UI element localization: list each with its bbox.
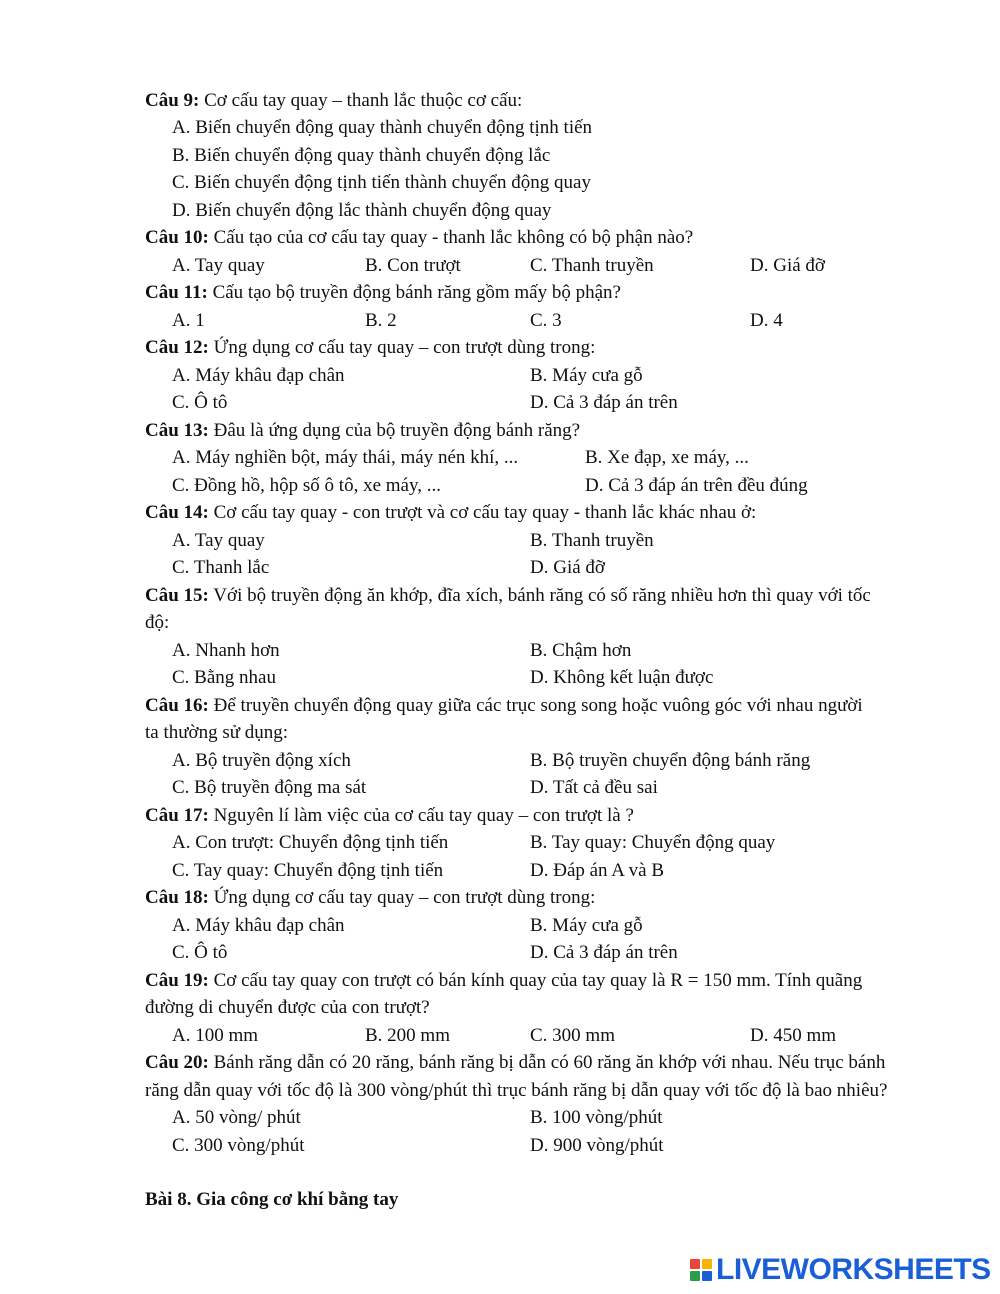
option-c: C. Ô tô [172,392,228,413]
option-a: A. Con trượt: Chuyển động tịnh tiến [172,832,449,853]
option-c: C. Bộ truyền động ma sát [172,777,367,798]
logo-square-blue [702,1271,712,1281]
logo-mark-icon [690,1259,712,1281]
option-c: C. Thanh lắc [172,557,270,578]
question-text: Cơ cấu tay quay con trượt có bán kính quay của tay quay là R = 150 mm. Tính quãng [213,970,863,991]
question-13 [145,418,580,444]
section-heading: Bài 8. Gia công cơ khí bằng tay [145,1189,399,1210]
option-d: D. 450 mm [750,1025,837,1046]
question-text: Đâu là ứng dụng của bộ truyền động bánh răng? [213,420,581,441]
option-c: C. Ô tô [172,942,228,963]
option-a: A. Máy nghiền bột, máy thái, máy nén khí, ... [172,447,519,468]
option-d: D. Giá đỡ [530,557,605,578]
logo-square-green [690,1271,700,1281]
question-text-cont: ta thường sử dụng: [145,722,289,743]
option-a: A. Nhanh hơn [172,640,280,661]
option-a: A. Biến chuyển động quay thành chuyển động tịnh tiến [172,117,593,138]
question-15 [145,583,871,609]
option-c: C. 300 vòng/phút [172,1135,305,1156]
option-c: C. Thanh truyền [530,255,654,276]
option-d: D. Biến chuyển động lắc thành chuyển động quay [172,200,552,221]
question-10 [145,225,693,251]
question-label: Câu 10: [145,227,209,248]
question-text: Bánh răng dẫn có 20 răng, bánh răng bị dẫn có 60 răng ăn khớp với nhau. Nếu trục bánh [213,1052,886,1073]
logo-square-red [690,1259,700,1269]
option-c: C. Bằng nhau [172,667,276,688]
question-16 [145,693,863,719]
question-label: Câu 9: [145,90,200,111]
option-d: D. Giá đỡ [750,255,825,276]
question-label: Câu 16: [145,695,209,716]
option-c: C. Tay quay: Chuyển động tịnh tiến [172,860,444,881]
option-a: A. Máy khâu đạp chân [172,365,345,386]
question-9 [145,88,522,114]
question-11 [145,280,621,306]
option-b: B. 2 [365,310,397,331]
option-d: D. Cả 3 đáp án trên [530,942,678,963]
option-b: B. Biến chuyển động quay thành chuyển động lắc [172,145,551,166]
option-c: C. 300 mm [530,1025,615,1046]
question-label: Câu 19: [145,970,209,991]
question-label: Câu 15: [145,585,209,606]
question-label: Câu 18: [145,887,209,908]
option-a: A. 50 vòng/ phút [172,1107,301,1128]
question-label: Câu 20: [145,1052,209,1073]
option-c: C. 3 [530,310,562,331]
option-b: B. Tay quay: Chuyển động quay [530,832,776,853]
option-b: B. 100 vòng/phút [530,1107,663,1128]
question-text: Ứng dụng cơ cấu tay quay – con trượt dùng trong: [213,887,596,908]
question-text-cont: đường di chuyển được của con trượt? [145,997,430,1018]
question-text: Cấu tạo bộ truyền động bánh răng gồm mấy bộ phận? [212,282,621,303]
option-b: B. Máy cưa gỗ [530,915,643,936]
question-text: Với bộ truyền động ăn khớp, đĩa xích, bánh răng có số răng nhiều hơn thì quay với tốc [213,585,871,606]
option-b: B. 200 mm [365,1025,450,1046]
question-text: Cấu tạo của cơ cấu tay quay - thanh lắc không có bộ phận nào? [213,227,694,248]
option-a: A. Tay quay [172,255,265,276]
option-c: C. Đồng hồ, hộp số ô tô, xe máy, ... [172,475,441,496]
option-a: A. Tay quay [172,530,265,551]
question-text: Để truyền chuyển động quay giữa các trục song song hoặc vuông góc với nhau người [213,695,863,716]
question-text-cont: răng dẫn quay với tốc độ là 300 vòng/phút thì trục bánh răng bị dẫn quay với tốc độ là bao nhiêu? [145,1080,888,1101]
option-a: A. Máy khâu đạp chân [172,915,345,936]
question-text: Cơ cấu tay quay - con trượt và cơ cấu tay quay - thanh lắc khác nhau ở: [213,502,757,523]
option-d: D. Đáp án A và B [530,860,665,881]
option-d: D. Cả 3 đáp án trên [530,392,678,413]
question-label: Câu 13: [145,420,209,441]
option-b: B. Chậm hơn [530,640,632,661]
question-17 [145,803,634,829]
question-label: Câu 17: [145,805,209,826]
question-18 [145,885,595,911]
option-b: B. Xe đạp, xe máy, ... [585,447,749,468]
question-14 [145,500,756,526]
liveworksheets-logo [690,1253,991,1287]
question-19 [145,968,862,994]
option-b: B. Bộ truyền chuyển động bánh răng [530,750,811,771]
question-text: Cơ cấu tay quay – thanh lắc thuộc cơ cấu: [204,90,523,111]
option-b: B. Con trượt [365,255,461,276]
option-b: B. Thanh truyền [530,530,654,551]
option-d: D. 900 vòng/phút [530,1135,664,1156]
option-a: A. 100 mm [172,1025,259,1046]
logo-square-yellow [702,1259,712,1269]
question-label: Câu 11: [145,282,208,303]
question-text: Ứng dụng cơ cấu tay quay – con trượt dùng trong: [213,337,596,358]
question-text: Nguyên lí làm việc của cơ cấu tay quay – con trượt là ? [213,805,634,826]
question-12 [145,335,595,361]
option-d: D. Tất cả đều sai [530,777,658,798]
option-d: D. Cả 3 đáp án trên đều đúng [585,475,808,496]
option-a: A. 1 [172,310,205,331]
option-b: B. Máy cưa gỗ [530,365,643,386]
question-label: Câu 12: [145,337,209,358]
question-text-cont: độ: [145,612,170,633]
option-d: D. 4 [750,310,783,331]
option-a: A. Bộ truyền động xích [172,750,351,771]
question-20 [145,1050,885,1076]
option-d: D. Không kết luận được [530,667,714,688]
logo-text: LIVEWORKSHEETS [716,1253,991,1286]
question-label: Câu 14: [145,502,209,523]
option-c: C. Biến chuyển động tịnh tiến thành chuyển động quay [172,172,591,193]
